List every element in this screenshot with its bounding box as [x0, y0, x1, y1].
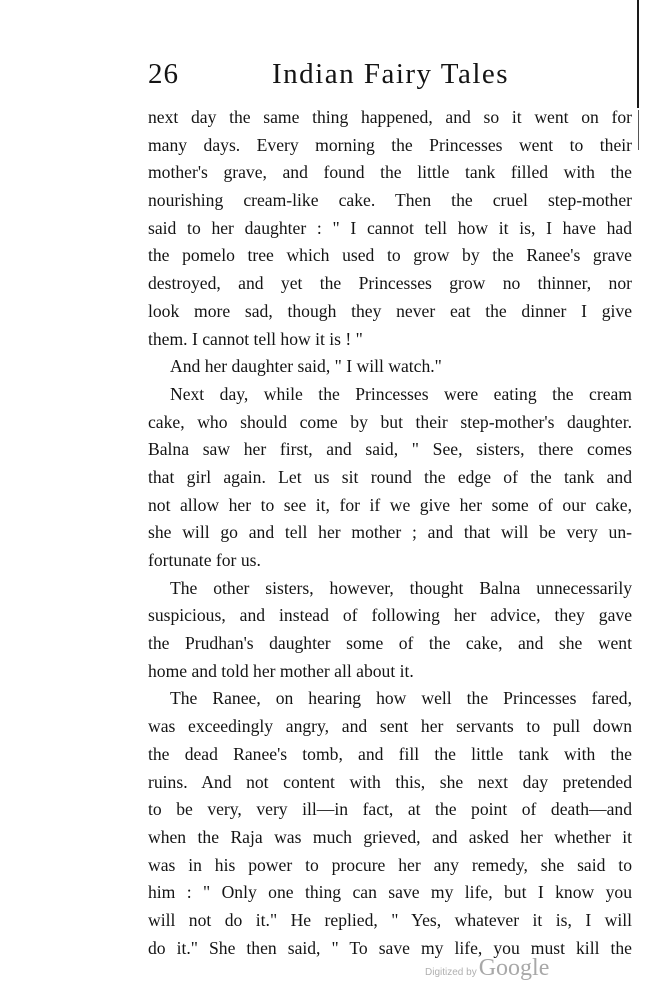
page-edge-rule [637, 0, 639, 108]
text-line: not allow her to see it, for if we give her some of our cake, [148, 494, 632, 515]
text-line: cake, who should come by but their step-mother's daughter. [148, 411, 632, 432]
text-line: And her daughter said, " I will watch." [170, 356, 442, 377]
text-line: many days. Every morning the Princesses went to their [148, 134, 632, 155]
text-line: the pomelo tree which used to grow by the Ranee's grave [148, 245, 632, 266]
text-line: him : " Only one thing can save my life, but I know you [148, 882, 632, 903]
digitized-by-google-watermark [425, 955, 549, 985]
text-line: Balna saw her first, and said, " See, sisters, there comes [148, 439, 632, 460]
google-logo: Google [478, 955, 550, 981]
text-line: that girl again. Let us sit round the edge of the tank and [148, 466, 632, 487]
page-number: 26 [148, 58, 179, 90]
text-line: said to her daughter : " I cannot tell how it is, I have had [148, 217, 632, 238]
text-line: mother's grave, and found the little tank filled with the [148, 162, 632, 183]
page-header [148, 58, 632, 98]
text-line: she will go and tell her mother ; and that will be very un- [148, 522, 632, 543]
text-line: destroyed, and yet the Princesses grow no thinner, nor [148, 273, 632, 294]
text-line: was in his power to procure her any remedy, she said to [148, 854, 632, 875]
text-line: them. I cannot tell how it is ! " [148, 328, 363, 349]
text-line: nourishing cream-like cake. Then the cruel step-mother [148, 190, 632, 211]
text-line: the dead Ranee's tomb, and fill the little tank with the [148, 743, 632, 764]
text-line: The Ranee, on hearing how well the Princesses fared, [170, 688, 632, 709]
running-title: Indian Fairy Tales [272, 58, 510, 90]
text-line: will not do it." He replied, " Yes, whatever it is, I will [148, 909, 632, 930]
digitized-by-label: Digitized by [425, 967, 477, 978]
text-line: to be very, very ill—in fact, at the point of death—and [148, 799, 632, 820]
text-line: ruins. And not content with this, she next day pretended [148, 771, 632, 792]
text-line: fortunate for us. [148, 550, 261, 570]
text-line: suspicious, and instead of following her advice, they gave [148, 605, 632, 626]
text-line: next day the same thing happened, and so it went on for [148, 107, 632, 127]
page-edge-rule-lower [638, 110, 639, 150]
body-text [148, 104, 632, 962]
text-line: Next day, while the Princesses were eating the cream [170, 383, 632, 404]
text-line: look more sad, though they never eat the dinner I give [148, 300, 632, 321]
text-line: do it." She then said, " To save my life, you must kill the [148, 937, 632, 958]
text-line: the Prudhan's daughter some of the cake, and she went [148, 633, 632, 654]
text-line: when the Raja was much grieved, and asked her whether it [148, 826, 632, 847]
text-line: was exceedingly angry, and sent her servants to pull down [148, 716, 632, 737]
text-line: home and told her mother all about it. [148, 660, 414, 681]
text-line: The other sisters, however, thought Balna unnecessarily [170, 577, 632, 598]
